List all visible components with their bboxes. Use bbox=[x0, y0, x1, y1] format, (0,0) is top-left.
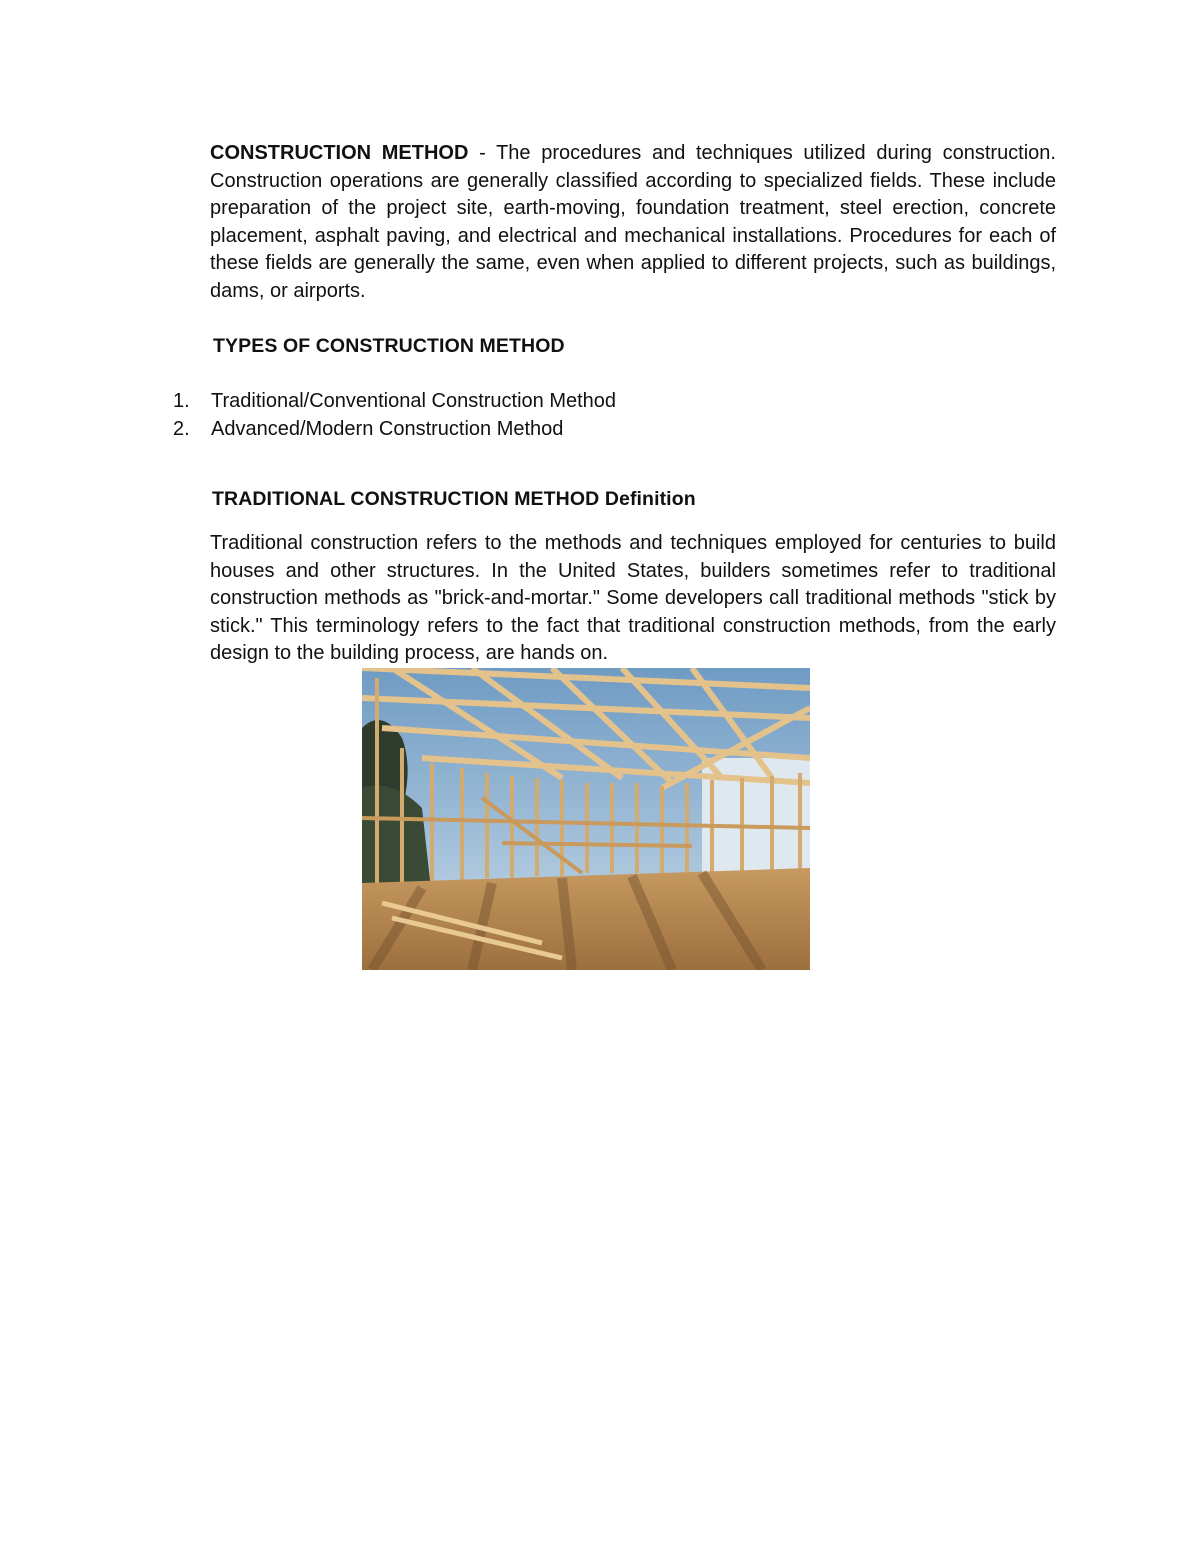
traditional-paragraph: Traditional construction refers to the methods and techniques employed for centuries to build houses and other structures. In the United States, builders sometimes refer to traditional construction methods as "brick-and-mortar." Some developers call traditional methods "stick by stick." This terminology refers to the fact that traditional construction methods, from the early design to the building process, are hands on. bbox=[210, 532, 1056, 665]
list-item bbox=[0, 415, 1200, 443]
list-item bbox=[0, 387, 1200, 415]
intro-term: CONSTRUCTION METHOD bbox=[210, 142, 469, 164]
types-list bbox=[0, 387, 1200, 443]
intro-paragraph bbox=[210, 140, 1056, 306]
wood-frame-illustration bbox=[362, 668, 810, 970]
intro-text: - The procedures and techniques utilized during construction. Construction operations are generally classified according to specialized fields. These include preparation of the project site, earth-moving, foundation treatment, steel erection, concrete placement, asphalt paving, and electrical and mechanical installations. Procedures for each of these fields are generally the same, even when applied to different projects, such as buildings, dams, or airports. bbox=[210, 142, 1056, 302]
wood-frame-construction-photo bbox=[362, 668, 810, 970]
list-item-label: Advanced/Modern Construction Method bbox=[211, 418, 564, 440]
traditional-heading: TRADITIONAL CONSTRUCTION METHOD Definition bbox=[212, 488, 696, 510]
list-item-number: 1. bbox=[173, 390, 190, 412]
list-item-label: Traditional/Conventional Construction Method bbox=[211, 390, 617, 412]
list-item-number: 2. bbox=[173, 418, 190, 440]
types-heading: TYPES OF CONSTRUCTION METHOD bbox=[213, 335, 565, 357]
